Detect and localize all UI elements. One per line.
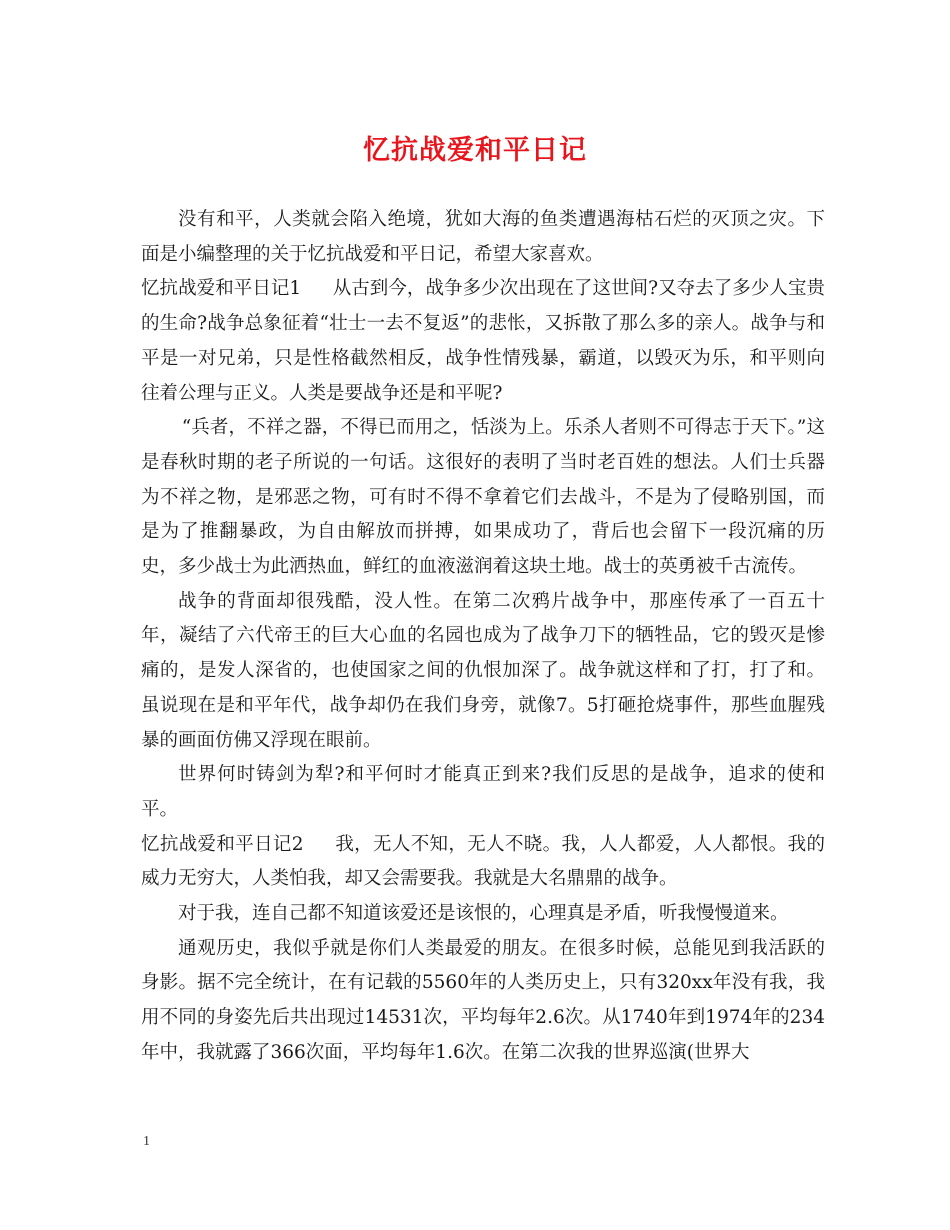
document-title: 忆抗战爱和平日记 (363, 135, 587, 166)
self-reflection-paragraph: 对于我，连自己都不知道该爱还是该恨的，心理真是矛盾，听我慢慢道来。 (178, 903, 789, 925)
diary-entry-1 (141, 272, 825, 411)
intro-paragraph: 没有和平，人类就会陷入绝境，犹如大海的鱼类遭遇海枯石烂的灭顶之灾。下面是小编整理的关于忆抗战爱和平日记，希望大家喜欢。 (141, 209, 825, 265)
diary-2-text: 我，无人不知，无人不晓。我，人人都爱，人人都恨。我的威力无穷大，人类怕我，却又会需要我。我就是大名鼎鼎的战争。 (141, 833, 825, 890)
diary-1-text: 从古到今，战争多少次出现在了这世间?又夺去了多少人宝贵的生命?战争总象征着“壮士一去不复返”的悲怅，又拆散了那么多的亲人。战争与和平是一对兄弟，只是性格截然相反，战争性情残暴，霸道，以毁灭为乐，和平则向往着公理与正义。人类是要战争还是和平呢? (141, 278, 825, 404)
history-paragraph: 通观历史，我似乎就是你们人类最爱的朋友。在很多时候，总能见到我活跃的身影。据不完全统计，在有记载的5560年的人类历史上，只有320xx年没有我，我用不同的身姿先后共出现过14531次，平均每年2.6次。从1740年到1974年的234年中，我就露了366次面，平均每年1.6次。在第二次我的世界巡演(世界大 (141, 937, 825, 1063)
page-number: 1 (143, 1134, 150, 1149)
diary-2-label: 忆抗战爱和平日记2 (141, 833, 304, 855)
peace-paragraph: 世界何时铸剑为犁?和平何时才能真正到来?我们反思的是战争，追求的使和平。 (141, 764, 825, 820)
diary-entry-2 (141, 828, 825, 897)
quote-paragraph: “兵者，不祥之器，不得已而用之，恬淡为上。乐杀人者则不可得志于天下。”这是春秋时期的老子所说的一句话。这很好的表明了当时老百姓的想法。人们士兵器为不祥之物，是邪恶之物，可有时不得不拿着它们去战斗，不是为了侵略别国，而是为了推翻暴政，为自由解放而拼搏，如果成功了，背后也会留下一段沉痛的历史，多少战士为此洒热血，鲜红的血液滋润着这块土地。战士的英勇被千古流传。 (141, 417, 825, 578)
war-cruelty-paragraph: 战争的背面却很残酷，没人性。在第二次鸦片战争中，那座传承了一百五十年，凝结了六代帝王的巨大心血的名园也成为了战争刀下的牺牲品，它的毁灭是惨痛的，是发人深省的，也使国家之间的仇恨加深了。战争就这样和了打，打了和。虽说现在是和平年代，战争却仍在我们身旁，就像7。5打砸抢烧事件，那些血腥残暴的画面仿佛又浮现在眼前。 (141, 590, 825, 751)
document-body (141, 203, 825, 1071)
diary-1-label: 忆抗战爱和平日记1 (141, 278, 302, 300)
